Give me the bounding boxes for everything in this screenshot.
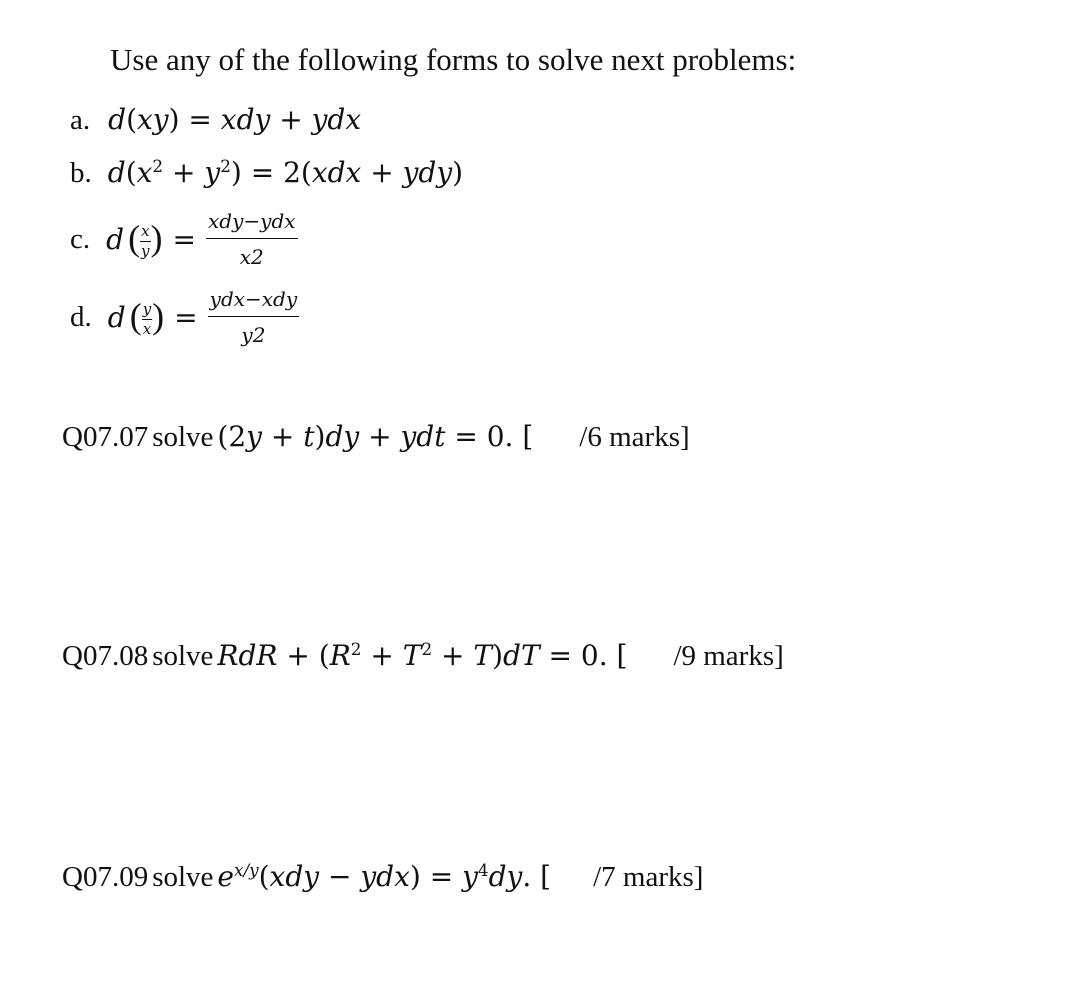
form-d-inner-top: y (142, 300, 152, 319)
question-q0709 (62, 860, 703, 894)
form-c-denominator: x2 (239, 245, 264, 269)
form-a (70, 103, 361, 137)
form-d-denominator: y2 (241, 323, 266, 347)
form-d-d: d (107, 301, 126, 334)
form-b-label: b. (70, 157, 92, 189)
form-d-paren: ( $\frac{y}{x}$ ) (129, 295, 165, 339)
form-c-label: c. (70, 223, 91, 255)
form-c-numerator: xdy−ydx (206, 210, 298, 239)
form-d (70, 288, 299, 347)
form-c-paren: ( $\frac{x}{y}$ ) (128, 217, 163, 261)
instructions-text: Use any of the following forms to solve next problems: (110, 42, 797, 77)
question-verb: solve (152, 861, 214, 893)
form-b-equation: $d(x^2 + y^2) = 2(xdx + ydy)$ (107, 155, 464, 189)
form-d-fraction (208, 288, 300, 347)
question-equation: $e^{x/y}(xdy - ydx) = y^4dy$. [ (217, 859, 552, 893)
form-a-equation: d(xy) = xdy + ydx (108, 103, 362, 136)
form-d-label: d. (70, 301, 92, 333)
question-q0707 (62, 420, 690, 454)
form-c-equals: = (172, 223, 196, 256)
question-marks: /9 marks] (673, 640, 784, 672)
question-id: Q07.08 (62, 640, 149, 672)
form-c-inner-bottom: y (141, 242, 150, 261)
form-c-fraction (206, 210, 298, 269)
question-id: Q07.09 (62, 861, 149, 893)
form-d-equals: = (174, 301, 198, 334)
question-q0708 (62, 639, 784, 673)
form-a-label: a. (70, 104, 91, 136)
question-verb: solve (152, 640, 214, 672)
question-equation: RdR + $(R^2 + T^2 + T)dT = 0$. [ (217, 638, 628, 672)
question-marks: /7 marks] (593, 861, 704, 893)
form-c (70, 210, 298, 269)
question-id: Q07.07 (62, 421, 149, 453)
form-b (70, 156, 463, 190)
form-d-inner-bottom: x (142, 320, 152, 339)
form-c-inner-top: x (141, 222, 150, 241)
form-d-numerator: ydx−xdy (208, 288, 300, 317)
form-c-d: d (106, 223, 125, 256)
question-marks: /6 marks] (579, 421, 690, 453)
question-equation: (2y + t)dy + ydt = 0. [ (217, 420, 534, 453)
question-verb: solve (152, 421, 214, 453)
